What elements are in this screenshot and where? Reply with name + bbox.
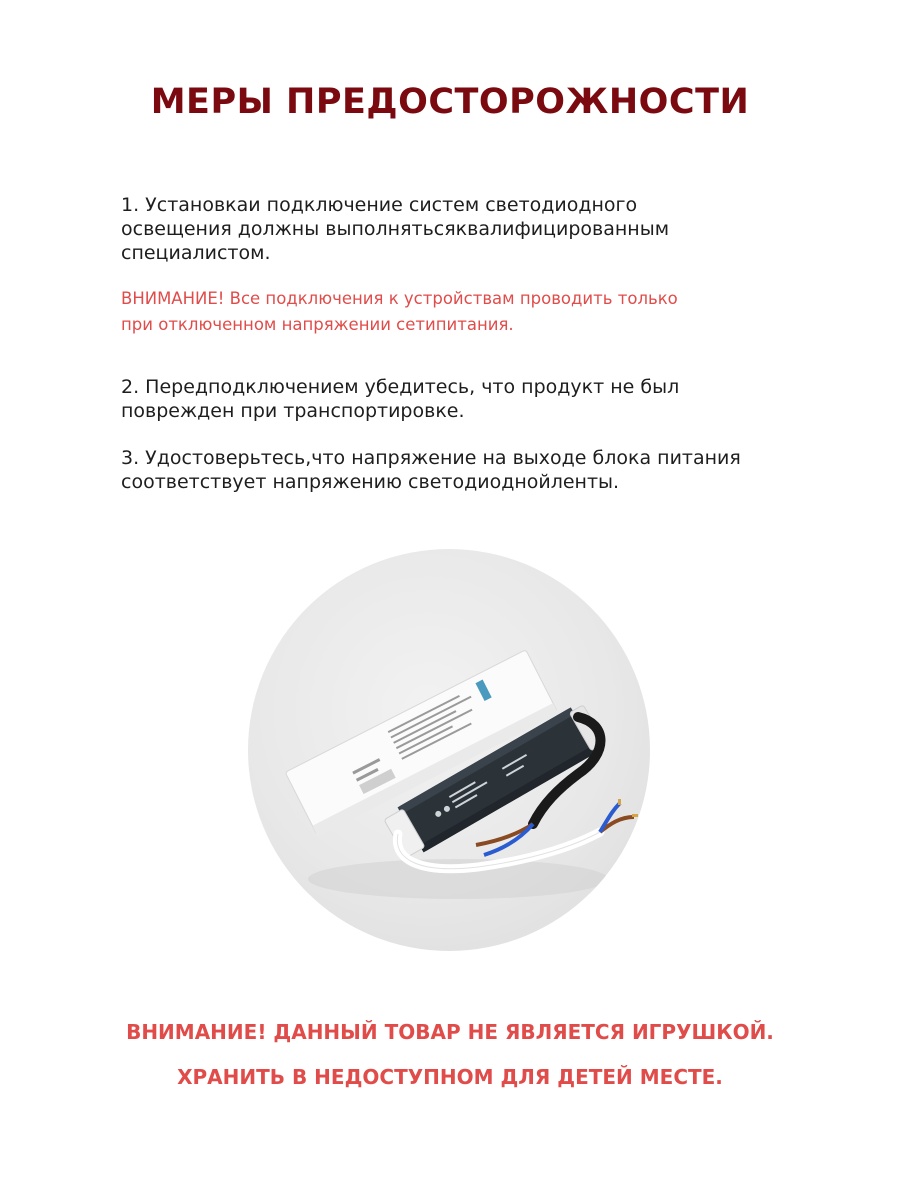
precaution-item-1 (121, 193, 801, 265)
precaution-item-3-line-1: 3. Удостоверьтесь,что напряжение на выходе блока питания (121, 447, 741, 469)
power-supply-photo (248, 549, 650, 951)
precaution-item-2-line-1: 2. Передподключением убедитесь, что продукт не был (121, 376, 680, 398)
precaution-item-1-line-1: 1. Установкаи подключение систем светодиодного (121, 194, 638, 216)
precaution-item-1-line-3: специалистом. (121, 242, 271, 264)
connection-warning-line-1: ВНИМАНИЕ! Все подключения к устройствам проводить только (121, 289, 678, 308)
child-storage-warning: ХРАНИТЬ В НЕДОСТУПНОМ ДЛЯ ДЕТЕЙ МЕСТЕ. (177, 1065, 723, 1089)
precaution-item-1-line-2: освещения должны выполнятьсяквалифицированным (121, 218, 670, 240)
precaution-item-3-line-2: соответствует напряжению светодиоднойленты. (121, 471, 620, 493)
connection-warning-line-2: при отключенном напряжении сетипитания. (121, 315, 514, 334)
precaution-item-3 (121, 446, 801, 494)
toy-warning: ВНИМАНИЕ! ДАННЫЙ ТОВАР НЕ ЯВЛЯЕТСЯ ИГРУШКОЙ. (126, 1020, 774, 1044)
power-supply-illustration (248, 549, 650, 951)
precaution-item-2 (121, 375, 801, 423)
precaution-item-2-line-2: поврежден при транспортировке. (121, 400, 465, 422)
connection-warning (121, 286, 801, 338)
page-title: МЕРЫ ПРЕДОСТОРОЖНОСТИ (150, 82, 750, 122)
